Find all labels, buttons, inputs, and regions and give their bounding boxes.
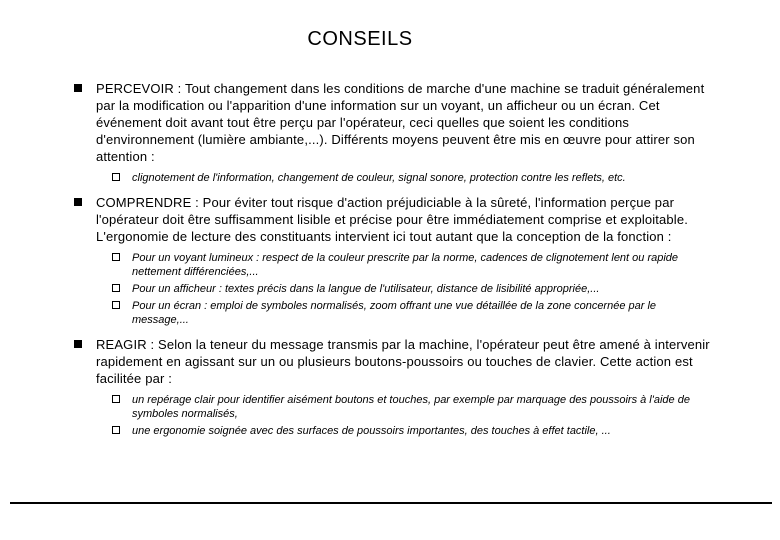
hollow-square-bullet-icon [112, 395, 120, 403]
section-text: PERCEVOIR : Tout changement dans les conditions de marche d'une machine se traduit généralement par la modification ou l'apparition d'une information sur un voyant, un afficheur ou un écran. Cet événement doit avant tout être perçu par l'opérateur, ceci quelles que soient les conditions d'environnement (lumière ambiante,...). Différents moyens peuvent être mis en œuvre pour attirer son attention : [96, 81, 705, 164]
section-text: REAGIR : Selon la teneur du message transmis par la machine, l'opérateur peut être amené à intervenir rapidement en agissant sur un ou plusieurs boutons-poussoirs ou touches de clavier. Cette action est facilitée par : [96, 337, 710, 386]
hollow-square-bullet-icon [112, 173, 120, 181]
square-bullet-icon [74, 340, 82, 348]
advice-list [72, 80, 712, 447]
list-item-text: Pour un afficheur : textes précis dans la langue de l'utilisateur, distance de lisibilité appropriée,... [132, 283, 600, 295]
footer-divider [10, 502, 772, 504]
square-bullet-icon [74, 84, 82, 92]
sub-list [112, 171, 712, 185]
list-item [112, 393, 712, 421]
list-item [112, 424, 712, 438]
list-item [112, 299, 712, 327]
sub-list [112, 393, 712, 438]
hollow-square-bullet-icon [112, 426, 120, 434]
page-title: CONSEILS [307, 28, 413, 50]
list-item-text: Pour un voyant lumineux : respect de la couleur prescrite par la norme, cadences de clignotement lent ou rapide nettement différenciées,... [132, 252, 679, 278]
list-item-text: une ergonomie soignée avec des surfaces de poussoirs importantes, des touches à effet tactile, ... [132, 425, 611, 437]
list-item [112, 282, 712, 296]
section-percevoir [72, 80, 712, 185]
square-bullet-icon [74, 198, 82, 206]
list-item-text: Pour un écran : emploi de symboles normalisés, zoom offrant une vue détaillée de la zone concernée par le message,... [132, 300, 657, 326]
section-text: COMPRENDRE : Pour éviter tout risque d'action préjudiciable à la sûreté, l'information perçue par l'opérateur doit être suffisamment lisible et précise pour être immédiatement comprise et exploitable. L'ergonomie de lecture des constituants intervient ici tout autant que la conception de la fonction : [96, 195, 688, 244]
section-reagir [72, 336, 712, 438]
hollow-square-bullet-icon [112, 284, 120, 292]
sub-list [112, 251, 712, 327]
section-comprendre [72, 194, 712, 327]
list-item [112, 251, 712, 279]
list-item [112, 171, 712, 185]
hollow-square-bullet-icon [112, 253, 120, 261]
list-item-text: clignotement de l'information, changement de couleur, signal sonore, protection contre les reflets, etc. [132, 172, 626, 184]
hollow-square-bullet-icon [112, 301, 120, 309]
list-item-text: un repérage clair pour identifier aisément boutons et touches, par exemple par marquage des poussoirs à l'aide de symboles normalisés, [132, 394, 690, 420]
